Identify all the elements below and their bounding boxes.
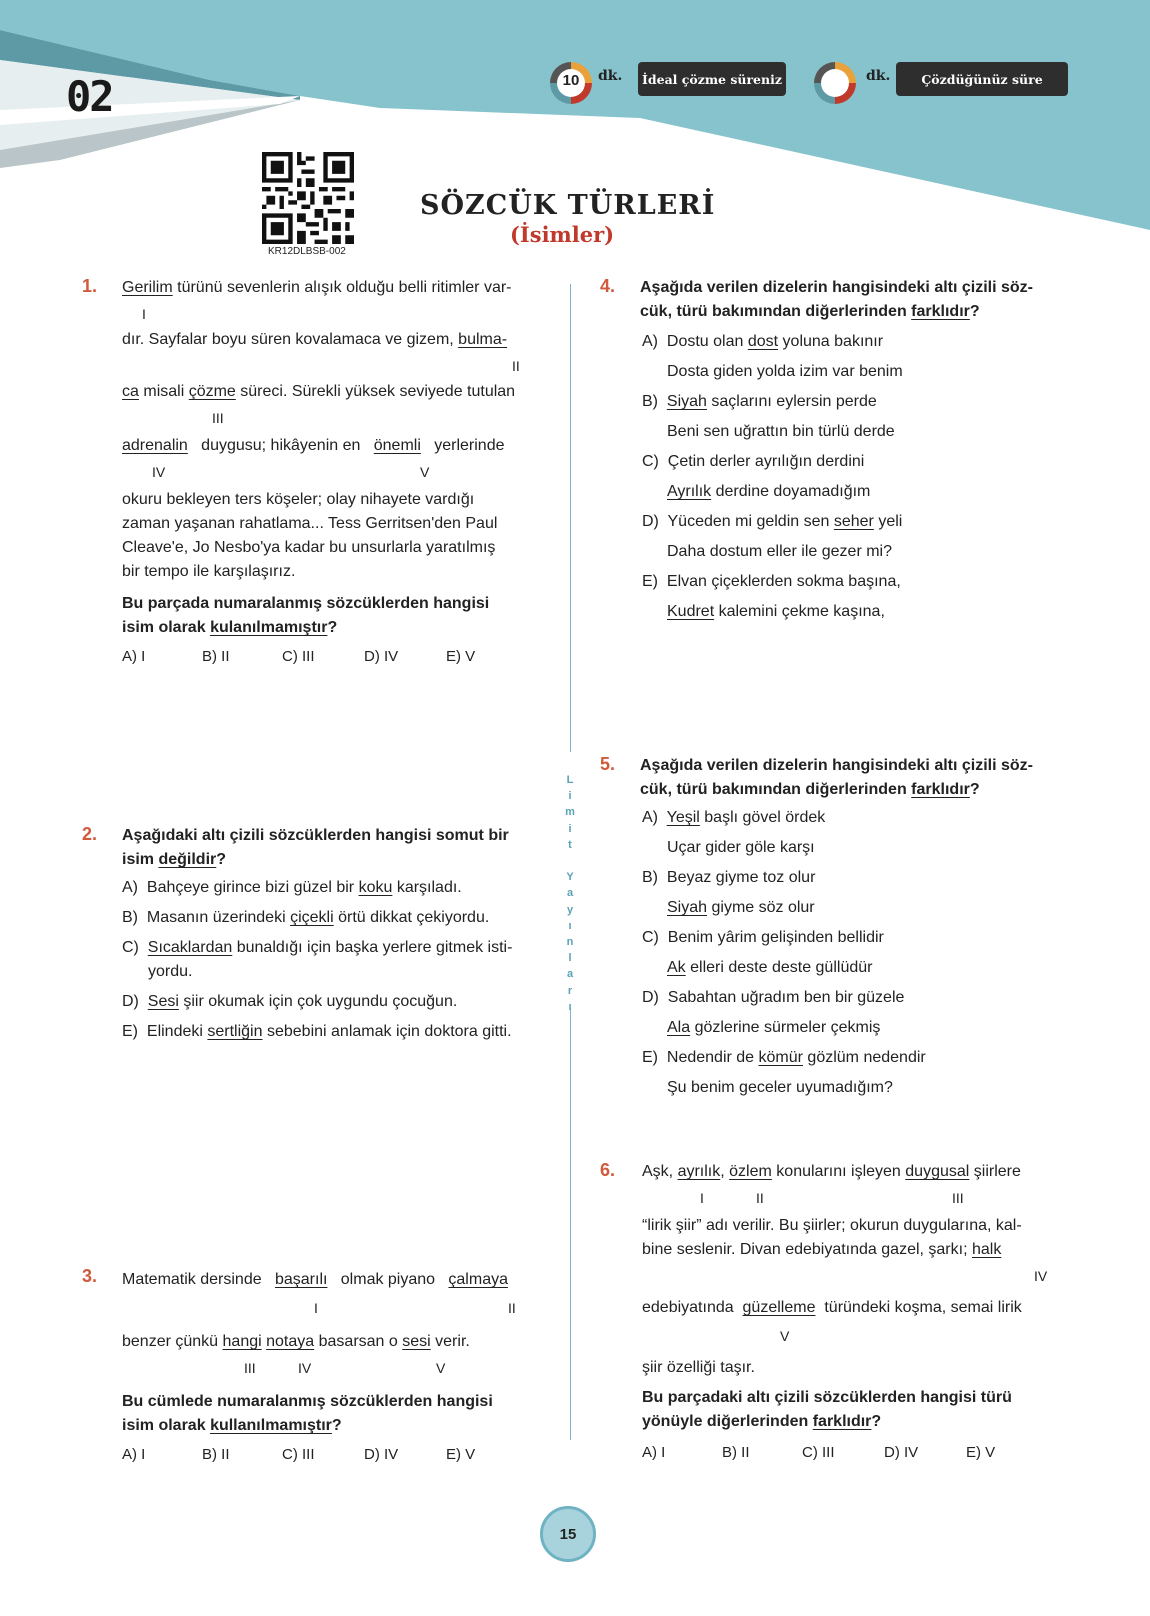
roman-numeral: V: [780, 1328, 790, 1344]
q5-option-e[interactable]: E) Nedendir de kömür gözlüm nedendir: [642, 1049, 926, 1066]
q6-stem: Bu parçadaki altı çizili sözcüklerden hangisi türü yönüyle diğerlerinden farklıdır?: [642, 1389, 1012, 1430]
q2-option-c-cont: yordu.: [148, 963, 193, 980]
q2-option-e[interactable]: E) Elindeki sertliğin sebebini anlamak için doktora gitti.: [122, 1023, 512, 1040]
column-divider-bottom: [570, 1008, 571, 1440]
roman-numeral: II: [512, 358, 520, 374]
question-number: 3.: [82, 1266, 98, 1286]
q6-line-1: Aşk, ayrılık, özlem konularını işleyen duygusal şiirlere: [642, 1163, 1021, 1180]
roman-numeral: II: [508, 1300, 516, 1316]
roman-numeral: III: [212, 410, 224, 426]
answer-e[interactable]: E) V: [446, 648, 476, 665]
q4-option-d-line2: Daha dostum eller ile gezer mi?: [667, 543, 892, 560]
ideal-time-label: İdeal çözme süreniz: [638, 62, 786, 96]
q2-stem: Aşağıdaki altı çizili sözcüklerden hangisi somut bir isim değildir?: [122, 827, 509, 868]
roman-numeral: I: [314, 1300, 318, 1316]
q2-option-c[interactable]: C) Sıcaklardan bunaldığı için başka yerlere gitmek isti-: [122, 939, 513, 956]
page-number: 15: [540, 1506, 596, 1562]
answer-b[interactable]: B) II: [202, 648, 230, 665]
question-number: 5.: [600, 754, 616, 774]
q1-line-2: dır. Sayfalar boyu süren kovalamaca ve gizem, bulma-: [122, 331, 508, 348]
publisher-side-text: L i m i t Y a y ı n l a r ı: [565, 774, 575, 1013]
q5-option-b[interactable]: B) Beyaz giyme toz olur: [642, 869, 816, 886]
answer-e[interactable]: E) V: [966, 1444, 996, 1461]
q6-line-4: edebiyatında güzelleme türündeki koşma, semai lirik: [642, 1299, 1022, 1316]
q6-line-3: bine seslenir. Divan edebiyatında gazel, şarkı; halk: [642, 1241, 1002, 1258]
answer-d[interactable]: D) IV: [884, 1444, 919, 1461]
q1-line-4: adrenalin duygusu; hikâyenin en önemli yerlerinde: [122, 437, 505, 454]
q1-line-1: Gerilim türünü sevenlerin alışık olduğu belli ritimler var-: [122, 279, 512, 296]
q6-line-2: “lirik şiir” adı verilir. Bu şiirler; okurun duygularına, kal-: [642, 1217, 1022, 1234]
solved-time-ring-icon: [812, 60, 858, 106]
question-number: 1.: [82, 276, 98, 296]
q2-option-b[interactable]: B) Masanın üzerindeki çiçekli örtü dikkat çekiyordu.: [122, 909, 490, 926]
q5-option-e-line2: Şu benim geceler uyumadığım?: [667, 1079, 893, 1096]
roman-numeral: I: [142, 306, 146, 322]
q6-line-5: şiir özelliği taşır.: [642, 1359, 755, 1376]
unit-number: 02: [66, 72, 113, 121]
q5-option-c-line2: Ak elleri deste deste güllüdür: [667, 959, 873, 976]
q4-option-b-line2: Beni sen uğrattın bin türlü derde: [667, 423, 895, 440]
roman-numeral: I: [700, 1190, 704, 1206]
q4-option-a-line2: Dosta giden yolda izim var benim: [667, 363, 903, 380]
column-divider-top: [570, 284, 571, 752]
q1-line-3: ca misali çözme süreci. Sürekli yüksek seviyede tutulan: [122, 383, 516, 400]
qr-code-id: KR12DLBSB-002: [268, 246, 346, 257]
q5-option-d[interactable]: D) Sabahtan uğradım ben bir güzele: [642, 989, 905, 1006]
q4-option-c-line2: Ayrılık derdine doyamadığım: [667, 483, 871, 500]
answer-d[interactable]: D) IV: [364, 648, 399, 665]
q1-line-5: okuru bekleyen ters köşeler; olay nihayete vardığı: [122, 491, 475, 508]
roman-numeral: V: [420, 464, 430, 480]
q4-option-e-line2: Kudret kalemini çekme kaşına,: [667, 603, 885, 620]
question-number: 6.: [600, 1160, 616, 1180]
question-number: 2.: [82, 824, 98, 844]
answer-b[interactable]: B) II: [202, 1446, 230, 1463]
q2-option-d[interactable]: D) Sesi şiir okumak için çok uygundu çocuğun.: [122, 993, 458, 1010]
q3-stem: Bu cümlede numaralanmış sözcüklerden hangisi isim olarak kullanılmamıştır?: [122, 1393, 493, 1434]
roman-numeral: IV: [298, 1360, 312, 1376]
q1-line-6: zaman yaşanan rahatlama... Tess Gerritsen'den Paul: [122, 515, 498, 532]
answer-c[interactable]: C) III: [282, 1446, 315, 1463]
answer-b[interactable]: B) II: [722, 1444, 750, 1461]
answer-a[interactable]: A) I: [122, 648, 146, 665]
ideal-minutes: 10: [562, 72, 580, 89]
page-title: SÖZCÜK TÜRLERİ: [420, 190, 716, 221]
q5-option-c[interactable]: C) Benim yârim gelişinden bellidir: [642, 929, 884, 946]
answer-c[interactable]: C) III: [282, 648, 315, 665]
q3-line-1: Matematik dersinde başarılı olmak piyano çalmaya: [122, 1271, 508, 1288]
q4-option-a[interactable]: A) Dostu olan dost yoluna bakınır: [642, 333, 884, 350]
q3-line-2: benzer çünkü hangi notaya basarsan o sesi verir.: [122, 1333, 470, 1350]
q1-stem: Bu parçada numaralanmış sözcüklerden hangisi isim olarak kulanılmamıştır?: [122, 595, 490, 636]
answer-c[interactable]: C) III: [802, 1444, 835, 1461]
q5-option-b-line2: Siyah giyme söz olur: [667, 899, 815, 916]
roman-numeral: III: [952, 1190, 964, 1206]
q4-option-b[interactable]: B) Siyah saçlarını eylersin perde: [642, 393, 877, 410]
answer-d[interactable]: D) IV: [364, 1446, 399, 1463]
roman-numeral: IV: [152, 464, 166, 480]
ideal-dk: dk.: [598, 68, 623, 84]
page-subtitle: (İsimler): [510, 222, 615, 247]
answer-a[interactable]: A) I: [122, 1446, 146, 1463]
q1-line-8: bir tempo ile karşılaşırız.: [122, 563, 296, 580]
question-number: 4.: [600, 276, 616, 296]
answer-e[interactable]: E) V: [446, 1446, 476, 1463]
q1-line-7: Cleave'e, Jo Nesbo'ya kadar bu unsurlarla yaratılmış: [122, 539, 496, 556]
q2-option-a[interactable]: A) Bahçeye girince bizi güzel bir koku karşıladı.: [122, 879, 462, 896]
solved-time-label: Çözdüğünüz süre: [896, 62, 1068, 96]
q4-stem: Aşağıda verilen dizelerin hangisindeki altı çizili söz- cük, türü bakımından diğerlerinden farklıdır?: [640, 279, 1033, 320]
roman-numeral: III: [244, 1360, 256, 1376]
q5-option-d-line2: Ala gözlerine sürmeler çekmiş: [667, 1019, 881, 1036]
solved-dk: dk.: [866, 68, 891, 84]
q4-option-c[interactable]: C) Çetin derler ayrılığın derdini: [642, 453, 865, 470]
roman-numeral: II: [756, 1190, 764, 1206]
roman-numeral: V: [436, 1360, 446, 1376]
q4-option-e[interactable]: E) Elvan çiçeklerden sokma başına,: [642, 573, 901, 590]
roman-numeral: IV: [1034, 1268, 1048, 1284]
answer-a[interactable]: A) I: [642, 1444, 666, 1461]
q5-option-a-line2: Uçar gider göle karşı: [667, 839, 815, 856]
qr-code-icon: [262, 152, 354, 244]
q5-stem: Aşağıda verilen dizelerin hangisindeki altı çizili söz- cük, türü bakımından diğerlerinden farklıdır?: [640, 757, 1033, 798]
q5-option-a[interactable]: A) Yeşil başlı gövel ördek: [642, 809, 826, 826]
q4-option-d[interactable]: D) Yüceden mi geldin sen seher yeli: [642, 513, 903, 530]
